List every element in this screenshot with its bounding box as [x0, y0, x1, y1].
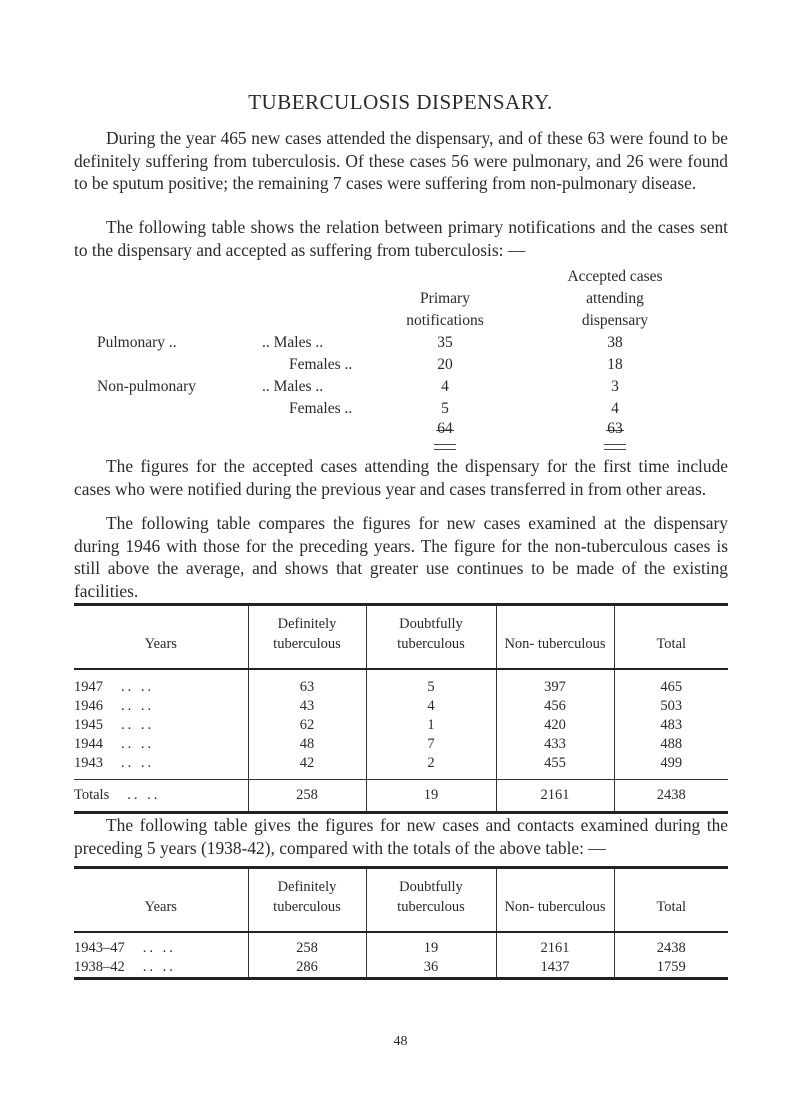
definitely-cell: 62 [248, 716, 366, 735]
paragraph-accepted-note: The figures for the accepted cases attending the dispensary for the first time include cases who were notified during the previous year and cases transferred in from other areas. [74, 456, 728, 499]
table-row: 1947 .. .. 63 5 397 465 [74, 669, 728, 697]
non-cell: 397 [496, 669, 614, 697]
primary-header-line2: notifications [406, 312, 484, 329]
non-cell: 2161 [496, 932, 614, 958]
col-header-doubtfully: Doubtfully tuberculous [366, 605, 496, 670]
page-number: 48 [393, 1034, 408, 1049]
year-cell: 1943 [74, 755, 103, 771]
total-cell: 2438 [656, 940, 686, 956]
page-title: TUBERCULOSIS DISPENSARY. [248, 90, 553, 114]
definitely-cell: 258 [248, 932, 366, 958]
accepted-value: 18 [607, 356, 623, 373]
table-row: 1945 .. .. 62 1 420 483 [74, 716, 728, 735]
non-cell: 1437 [496, 958, 614, 979]
grand-total: 2438 [656, 787, 686, 803]
total-cell: 465 [660, 679, 683, 695]
year-cell: 1946 [74, 698, 103, 714]
notifications-table [0, 268, 801, 438]
period-cell: 1943–47 [74, 940, 125, 956]
total-double-rule [604, 444, 626, 450]
col-header-definitely: Definitely tuberculous [248, 605, 366, 670]
table-row: 1946 .. .. 43 4 456 503 [74, 697, 728, 716]
accepted-value: 3 [611, 378, 619, 395]
row-group-label: Pulmonary .. [97, 334, 177, 351]
definitely-cell: 42 [248, 754, 366, 780]
definitely-cell: 48 [248, 735, 366, 754]
total-primary: 64 [437, 420, 453, 437]
primary-value: 5 [441, 400, 449, 417]
row-sex-label: Females .. [289, 400, 353, 417]
total-accepted: 63 [607, 420, 623, 437]
non-cell: 456 [496, 697, 614, 716]
primary-value: 20 [437, 356, 453, 373]
non-cell: 455 [496, 754, 614, 780]
total-cell: 499 [660, 755, 683, 771]
doubtfully-total: 19 [366, 780, 496, 813]
col-header-non: Non- tuberculous [496, 605, 614, 670]
doubtfully-cell: 2 [366, 754, 496, 780]
col-header-non: Non- tuberculous [496, 868, 614, 933]
doubtfully-cell: 36 [366, 958, 496, 979]
row-group-label: Non-pulmonary [97, 378, 197, 395]
table-row: 1938–42 .. .. 286 36 1437 1759 [74, 958, 728, 979]
definitely-cell: 286 [248, 958, 366, 979]
col-header-definitely: Definitely tuberculous [248, 868, 366, 933]
paragraph-notifications-intro: The following table shows the relation between primary notifications and the cases sent to the dispensary and accepted as suffering from tuberculosis: — [74, 217, 728, 260]
table-row: 1944 .. .. 48 7 433 488 [74, 735, 728, 754]
total-cell: 1759 [656, 959, 686, 975]
definitely-cell: 63 [248, 669, 366, 697]
total-cell: 488 [660, 736, 683, 752]
paragraph-comparison-intro: The following table compares the figures for new cases examined at the dispensary during 1946 with those for the preceding years. The figure for the non-tuberculous cases is still above the average, and shows that greater use continues to be made of the existing facilities. [74, 513, 728, 601]
accepted-header-line3: dispensary [581, 312, 649, 329]
doubtfully-cell: 4 [366, 697, 496, 716]
total-double-rule [434, 444, 456, 450]
yearly-cases-table [74, 603, 728, 814]
doubtfully-cell: 7 [366, 735, 496, 754]
definitely-cell: 43 [248, 697, 366, 716]
period-cell: 1938–42 [74, 959, 125, 975]
doubtfully-cell: 1 [366, 716, 496, 735]
row-sex-label: .. Males .. [262, 334, 324, 351]
non-cell: 420 [496, 716, 614, 735]
col-header-total: Total [656, 899, 687, 915]
accepted-header-line1: Accepted cases [567, 268, 663, 285]
col-header-doubtfully: Doubtfully tuberculous [366, 868, 496, 933]
non-total: 2161 [496, 780, 614, 813]
paragraph-five-year-intro: The following table gives the figures for new cases and contacts examined during the preceding 5 years (1938-42), compared with the totals of the above table: — [74, 815, 728, 858]
col-header-total: Total [656, 636, 687, 652]
total-cell: 503 [660, 698, 683, 714]
primary-header-line1: Primary [420, 290, 470, 307]
totals-row: Totals .. .. 258 19 2161 2438 [74, 780, 728, 813]
period-comparison-table [74, 866, 728, 980]
accepted-header-line2: attending [586, 290, 644, 307]
primary-value: 35 [437, 334, 453, 351]
paragraph-new-cases: During the year 465 new cases attended the dispensary, and of these 63 were found to be definitely suffering from tuberculosis. Of these cases 56 were pulmonary, and 26 were found to be sputum positive; the remaining 7 cases were suffering from non-pulmonary disease. [74, 128, 728, 193]
non-cell: 433 [496, 735, 614, 754]
table-row: 1943 .. .. 42 2 455 499 [74, 754, 728, 780]
primary-value: 4 [441, 378, 449, 395]
total-cell: 483 [660, 717, 683, 733]
row-sex-label: Females .. [289, 356, 353, 373]
year-cell: 1945 [74, 717, 103, 733]
doubtfully-cell: 5 [366, 669, 496, 697]
totals-label: Totals [74, 787, 110, 803]
accepted-value: 38 [607, 334, 623, 351]
year-cell: 1947 [74, 679, 103, 695]
table-row: 1943–47 .. .. 258 19 2161 2438 [74, 932, 728, 958]
definitely-total: 258 [248, 780, 366, 813]
doubtfully-cell: 19 [366, 932, 496, 958]
row-sex-label: .. Males .. [262, 378, 324, 395]
col-header-years: Years [74, 868, 248, 933]
year-cell: 1944 [74, 736, 103, 752]
col-header-years: Years [74, 605, 248, 670]
accepted-value: 4 [611, 400, 619, 417]
